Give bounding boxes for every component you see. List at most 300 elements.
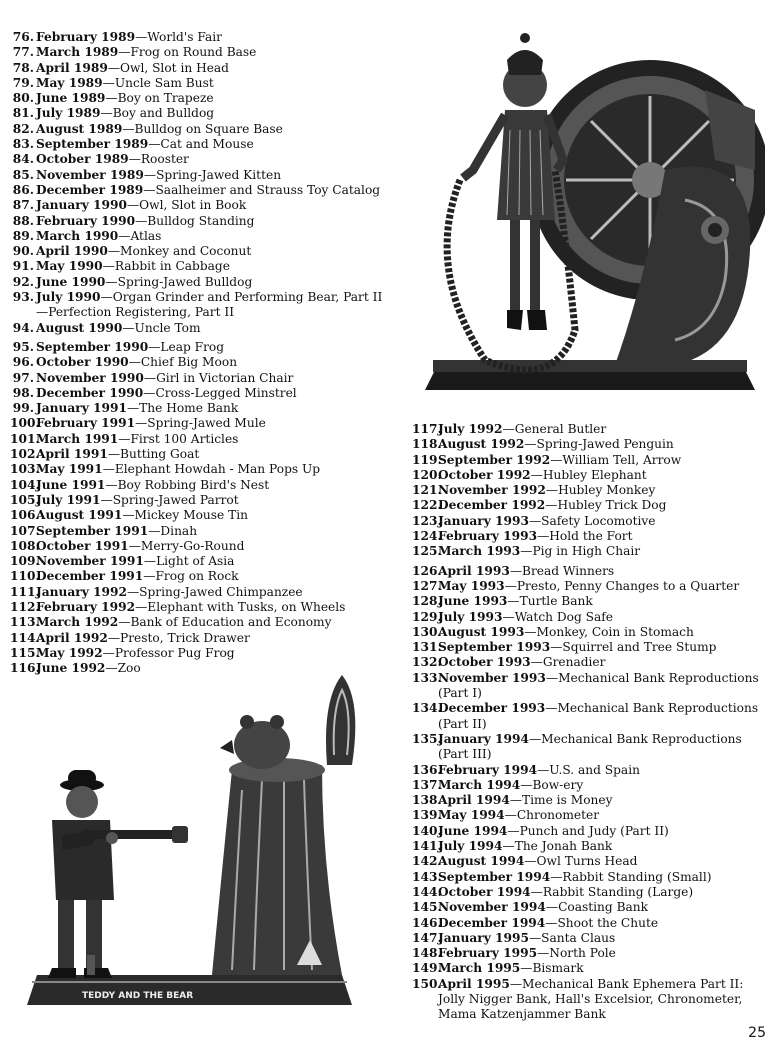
- article-title: Butting Goat: [120, 447, 200, 462]
- article-title: Monkey and Coconut: [120, 244, 252, 259]
- article-number: 127.: [412, 578, 442, 593]
- article-number: 129.: [412, 609, 442, 624]
- em-dash: —: [524, 854, 537, 869]
- article-title: Hubley Trick Dog: [557, 498, 667, 513]
- article-date: February 1989: [36, 30, 136, 44]
- article-entry: [10, 524, 390, 539]
- article-number: 88.: [12, 213, 34, 228]
- article-title: Bulldog Standing: [147, 213, 255, 228]
- article-entry: [10, 493, 390, 508]
- article-date: December 1993: [438, 701, 546, 716]
- em-dash: —: [502, 839, 515, 854]
- article-number: 103.: [10, 462, 40, 477]
- article-date: January 1990: [36, 198, 127, 213]
- article-entry: [10, 122, 390, 137]
- article-date: December 1994: [438, 915, 546, 930]
- em-dash: —: [509, 976, 523, 991]
- em-dash: —: [126, 401, 140, 416]
- article-entry: [10, 183, 390, 198]
- article-number: 92.: [12, 274, 34, 289]
- article-number: 104.: [10, 477, 40, 492]
- article-date: September 1990: [36, 339, 149, 354]
- article-number: 109.: [10, 554, 40, 569]
- article-date: November 1990: [36, 370, 144, 385]
- em-dash: —: [128, 355, 141, 370]
- article-number: 95.: [12, 339, 34, 354]
- article-date: October 1990: [36, 355, 129, 370]
- article-title: The Jonah Bank: [514, 839, 613, 854]
- article-title: Organ Grinder and Performing Bear, Part II —Perfection Registering, Part II: [36, 290, 383, 320]
- em-dash: —: [509, 793, 523, 808]
- article-date: January 1991: [36, 401, 127, 416]
- article-title: Spring-Jawed Kitten: [156, 167, 282, 182]
- em-dash: —: [126, 198, 140, 213]
- article-entry: [412, 437, 774, 452]
- article-number: 82.: [12, 121, 34, 136]
- article-title: Spring-Jawed Bulldog: [117, 274, 253, 289]
- article-number: 114.: [10, 630, 40, 645]
- em-dash: —: [122, 320, 135, 335]
- article-entry: [10, 401, 390, 416]
- article-number: 133.: [412, 670, 442, 685]
- article-title: Hubley Monkey: [558, 483, 656, 498]
- article-entry: [412, 422, 774, 437]
- article-entry: [10, 615, 390, 630]
- article-entry: [10, 198, 390, 213]
- article-entry: [10, 214, 390, 229]
- em-dash: —: [118, 615, 131, 630]
- article-date: December 1991: [36, 569, 144, 584]
- article-number: 116.: [10, 661, 40, 676]
- article-number: 132.: [412, 655, 442, 670]
- article-number: 113.: [10, 615, 40, 630]
- em-dash: —: [128, 152, 141, 167]
- article-entry: [412, 671, 774, 702]
- article-entry: [412, 529, 774, 544]
- article-entry: [10, 416, 390, 431]
- article-title: Shoot the Chute: [557, 915, 659, 930]
- article-number: 90.: [12, 244, 34, 259]
- em-dash: —: [524, 437, 537, 452]
- article-date: March 1992: [36, 615, 119, 630]
- em-dash: —: [118, 45, 131, 60]
- article-entry: [412, 854, 774, 869]
- em-dash: —: [502, 609, 515, 624]
- em-dash: —: [143, 569, 156, 584]
- article-date: May 1990: [36, 259, 103, 274]
- em-dash: —: [504, 808, 517, 823]
- article-title: Girl in Victorian Chair: [156, 370, 294, 385]
- teddy-and-the-bear-bank-illustration: [22, 670, 382, 1020]
- article-title: Cross-Legged Minstrel: [155, 385, 297, 400]
- article-date: May 1994: [438, 808, 505, 823]
- article-title: Rabbit Standing (Large): [542, 884, 694, 899]
- em-dash: —: [530, 467, 543, 482]
- article-entry: [10, 569, 390, 584]
- article-number: 126.: [412, 563, 442, 578]
- em-dash: —: [105, 91, 118, 106]
- article-number: 91.: [12, 259, 34, 274]
- article-title: Chief Big Moon: [140, 355, 238, 370]
- article-entry: [10, 61, 390, 76]
- article-title: Frog on Rock: [155, 569, 239, 584]
- article-title: First 100 Articles: [130, 431, 239, 446]
- article-date: May 1991: [36, 462, 103, 477]
- article-number: 121.: [412, 483, 442, 498]
- article-number: 130.: [412, 624, 442, 639]
- article-number: 139.: [412, 808, 442, 823]
- article-title: Boy on Trapeze: [117, 91, 214, 106]
- article-date: May 1993: [438, 578, 505, 593]
- article-entry: [10, 321, 390, 336]
- article-title: Squirrel and Tree Stump: [562, 640, 717, 655]
- article-title: Saalheimer and Strauss Toy Catalog: [155, 182, 381, 197]
- article-date: June 1990: [36, 274, 106, 289]
- em-dash: —: [135, 416, 148, 431]
- em-dash: —: [143, 182, 156, 197]
- article-title: Spring-Jawed Chimpanzee: [139, 584, 303, 599]
- article-date: October 1994: [438, 884, 531, 899]
- article-entry: [412, 655, 774, 670]
- article-date: June 1994: [438, 823, 508, 838]
- article-number: 81.: [12, 106, 34, 121]
- article-date: March 1994: [438, 777, 521, 792]
- article-number: 93.: [12, 290, 34, 305]
- article-number: 80.: [12, 91, 34, 106]
- em-dash: —: [537, 946, 550, 961]
- article-date: March 1991: [36, 431, 119, 446]
- article-number: 118.: [412, 437, 442, 452]
- article-number: 123.: [412, 513, 442, 528]
- article-entry: [10, 478, 390, 493]
- em-dash: —: [100, 492, 113, 507]
- article-title: Merry-Go-Round: [140, 538, 245, 553]
- article-number: 149.: [412, 961, 442, 976]
- em-dash: —: [550, 640, 563, 655]
- article-number: 131.: [412, 640, 442, 655]
- em-dash: —: [520, 961, 533, 976]
- article-number: 89.: [12, 228, 34, 243]
- article-number: 148.: [412, 946, 442, 961]
- article-title: Safety Locomotive: [541, 513, 656, 528]
- article-number: 122.: [412, 498, 442, 513]
- article-title: Presto, Trick Drawer: [120, 630, 250, 645]
- article-title: Punch and Judy (Part II): [519, 823, 669, 838]
- article-date: September 1989: [36, 137, 149, 152]
- article-number: 97.: [12, 370, 34, 385]
- article-title: Mechanical Bank Reproductions (Part III): [438, 731, 742, 762]
- article-title: Mickey Mouse Tin: [134, 508, 248, 523]
- article-title: Boy and Bulldog: [112, 106, 215, 121]
- article-date: December 1990: [36, 385, 144, 400]
- article-entry: [412, 961, 774, 976]
- article-title: Rabbit Standing (Small): [562, 869, 712, 884]
- article-number: 85.: [12, 167, 34, 182]
- article-number: 102.: [10, 447, 40, 462]
- article-entry: [10, 229, 390, 244]
- article-title: Santa Claus: [541, 930, 616, 945]
- article-entry: [10, 631, 390, 646]
- article-entry: [412, 946, 774, 961]
- article-date: October 1993: [438, 655, 531, 670]
- em-dash: —: [126, 584, 140, 599]
- article-date: June 1991: [36, 477, 106, 492]
- article-number: 76.: [12, 30, 34, 44]
- article-entry: [10, 462, 390, 477]
- article-entry: [10, 290, 390, 321]
- article-date: November 1993: [438, 670, 546, 685]
- em-dash: —: [520, 544, 533, 559]
- em-dash: —: [520, 777, 533, 792]
- article-date: August 1992: [438, 437, 525, 452]
- article-number: 144.: [412, 884, 442, 899]
- article-entry: [10, 259, 390, 274]
- article-title: Bismark: [532, 961, 584, 976]
- em-dash: —: [100, 106, 113, 121]
- em-dash: —: [143, 167, 157, 182]
- em-dash: —: [545, 701, 558, 716]
- em-dash: —: [528, 930, 542, 945]
- article-date: August 1989: [36, 121, 123, 136]
- article-title: Dinah: [160, 523, 198, 538]
- em-dash: —: [118, 431, 131, 446]
- em-dash: —: [537, 529, 550, 544]
- article-number: 146.: [412, 915, 442, 930]
- article-entry: [10, 508, 390, 523]
- article-title: General Butler: [514, 422, 607, 436]
- article-entry: [412, 514, 774, 529]
- em-dash: —: [105, 477, 118, 492]
- article-number: 94.: [12, 320, 34, 335]
- article-date: March 1993: [438, 544, 521, 559]
- article-entry: [10, 275, 390, 290]
- article-entry: [10, 447, 390, 462]
- article-date: August 1990: [36, 320, 123, 335]
- article-number: 117.: [412, 422, 442, 436]
- article-entry: [412, 579, 774, 594]
- article-entry: [10, 539, 390, 554]
- article-number: 134.: [412, 701, 442, 716]
- em-dash: —: [504, 578, 517, 593]
- em-dash: —: [528, 731, 542, 746]
- em-dash: —: [507, 594, 520, 609]
- article-entry: [412, 544, 774, 559]
- article-title: World's Fair: [147, 30, 222, 44]
- article-entry: [412, 916, 774, 931]
- article-number: 100.: [10, 416, 40, 431]
- article-date: May 1989: [36, 75, 103, 90]
- article-entry: [10, 76, 390, 91]
- article-entry: [10, 432, 390, 447]
- article-title: Mechanical Bank Reproductions (Part II): [438, 701, 759, 731]
- article-date: July 1990: [36, 290, 101, 305]
- article-entry: [10, 386, 390, 401]
- article-date: July 1989: [36, 106, 101, 121]
- article-date: November 1989: [36, 167, 144, 182]
- article-entry: [412, 594, 774, 609]
- article-number: 98.: [12, 385, 34, 400]
- article-entry: [10, 45, 390, 60]
- article-title: Turtle Bank: [519, 594, 593, 609]
- em-dash: —: [524, 624, 537, 639]
- article-date: March 1989: [36, 45, 119, 60]
- article-list-right: [412, 422, 774, 1023]
- article-date: April 1990: [36, 244, 108, 259]
- article-entry: [412, 732, 774, 763]
- article-entry: [10, 600, 390, 615]
- article-date: June 1992: [36, 661, 106, 676]
- article-date: February 1994: [438, 762, 538, 777]
- article-title: Hubley Elephant: [542, 467, 647, 482]
- article-number: 105.: [10, 492, 40, 507]
- em-dash: —: [118, 228, 131, 243]
- article-entry: [412, 824, 774, 839]
- article-date: July 1992: [438, 422, 503, 436]
- article-date: February 1990: [36, 213, 136, 228]
- article-date: July 1994: [438, 839, 503, 854]
- article-entry: [10, 91, 390, 106]
- article-date: March 1995: [438, 961, 521, 976]
- article-entry: [10, 30, 390, 45]
- article-title: Professor Pug Frog: [114, 645, 235, 660]
- article-date: November 1992: [438, 483, 546, 498]
- article-title: Grenadier: [542, 655, 606, 670]
- article-date: March 1990: [36, 228, 119, 243]
- article-entry: [412, 885, 774, 900]
- em-dash: —: [550, 869, 563, 884]
- article-title: Rabbit in Cabbage: [114, 259, 230, 274]
- article-number: 136.: [412, 762, 442, 777]
- em-dash: —: [143, 370, 157, 385]
- em-dash: —: [550, 452, 563, 467]
- article-number: 111.: [10, 584, 40, 599]
- article-date: January 1995: [438, 930, 529, 945]
- em-dash: —: [143, 385, 156, 400]
- em-dash: —: [107, 60, 121, 75]
- article-title: Atlas: [130, 228, 162, 243]
- article-date: October 1992: [438, 467, 531, 482]
- article-date: December 1992: [438, 498, 546, 513]
- article-date: February 1993: [438, 529, 538, 544]
- article-title: Spring-Jawed Parrot: [112, 492, 239, 507]
- article-number: 120.: [412, 467, 442, 482]
- article-number: 135.: [412, 731, 442, 746]
- em-dash: —: [530, 884, 543, 899]
- article-title: Bread Winners: [522, 563, 615, 578]
- article-entry: [412, 625, 774, 640]
- article-number: 112.: [10, 599, 40, 614]
- article-entry: [10, 355, 390, 370]
- em-dash: —: [102, 75, 115, 90]
- article-entry: [10, 244, 390, 259]
- article-title: Frog on Round Base: [130, 45, 257, 60]
- em-dash: —: [545, 915, 558, 930]
- article-date: May 1992: [36, 645, 103, 660]
- article-title: Watch Dog Safe: [514, 609, 614, 624]
- em-dash: —: [122, 508, 135, 523]
- article-date: October 1991: [36, 538, 129, 553]
- article-title: Elephant with Tusks, on Wheels: [147, 599, 346, 614]
- em-dash: —: [122, 121, 135, 136]
- article-entry: [10, 340, 390, 355]
- em-dash: —: [507, 823, 520, 838]
- article-date: April 1989: [36, 60, 108, 75]
- article-entry: [412, 640, 774, 655]
- article-date: October 1989: [36, 152, 129, 167]
- article-number: 145.: [412, 900, 442, 915]
- article-date: April 1995: [438, 976, 510, 991]
- article-date: November 1991: [36, 554, 144, 569]
- article-number: 107.: [10, 523, 40, 538]
- article-entry: [412, 778, 774, 793]
- article-number: 140.: [412, 823, 442, 838]
- article-number: 137.: [412, 777, 442, 792]
- em-dash: —: [143, 554, 157, 569]
- em-dash: —: [135, 30, 148, 44]
- article-date: September 1993: [438, 640, 551, 655]
- article-date: April 1994: [438, 793, 510, 808]
- article-date: September 1992: [438, 452, 551, 467]
- article-number: 106.: [10, 508, 40, 523]
- article-title: Hold the Fort: [549, 529, 633, 544]
- em-dash: —: [148, 137, 161, 152]
- article-number: 101.: [10, 431, 40, 446]
- em-dash: —: [100, 290, 113, 305]
- article-entry: [412, 701, 774, 732]
- article-number: 78.: [12, 60, 34, 75]
- article-entry: [412, 839, 774, 854]
- article-entry: [412, 468, 774, 483]
- article-date: July 1993: [438, 609, 503, 624]
- article-title: Uncle Tom: [134, 320, 201, 335]
- article-entry: [10, 646, 390, 661]
- article-date: September 1991: [36, 523, 149, 538]
- em-dash: —: [128, 538, 141, 553]
- page-number: 25: [748, 1025, 766, 1041]
- em-dash: —: [148, 339, 161, 354]
- article-entry: [10, 168, 390, 183]
- article-number: 86.: [12, 182, 34, 197]
- article-title: Mechanical Bank Ephemera Part II: Jolly Nigger Bank, Hall's Excelsior, Chronometer, Mama Katzenjammer Bank: [438, 976, 744, 1022]
- article-title: Owl, Slot in Book: [139, 198, 247, 213]
- article-number: 99.: [12, 401, 34, 416]
- article-title: Elephant Howdah - Man Pops Up: [114, 462, 321, 477]
- article-number: 124.: [412, 529, 442, 544]
- em-dash: —: [135, 599, 148, 614]
- article-number: 110.: [10, 569, 40, 584]
- em-dash: —: [545, 498, 558, 513]
- article-title: Boy Robbing Bird's Nest: [117, 477, 270, 492]
- em-dash: —: [107, 630, 121, 645]
- article-entry: [412, 808, 774, 823]
- em-dash: —: [545, 900, 559, 915]
- article-entry: [412, 900, 774, 915]
- article-date: June 1989: [36, 91, 106, 106]
- em-dash: —: [107, 244, 121, 259]
- article-entry: [412, 498, 774, 513]
- article-number: 143.: [412, 869, 442, 884]
- article-number: 119.: [412, 452, 442, 467]
- article-title: Spring-Jawed Penguin: [536, 437, 674, 452]
- article-date: January 1994: [438, 731, 529, 746]
- article-date: September 1994: [438, 869, 551, 884]
- article-title: Mechanical Bank Reproductions (Part I): [438, 670, 759, 701]
- article-title: Owl, Slot in Head: [120, 60, 229, 75]
- article-date: February 1995: [438, 946, 538, 961]
- em-dash: —: [148, 523, 161, 538]
- article-number: 77.: [12, 45, 34, 60]
- article-number: 138.: [412, 793, 442, 808]
